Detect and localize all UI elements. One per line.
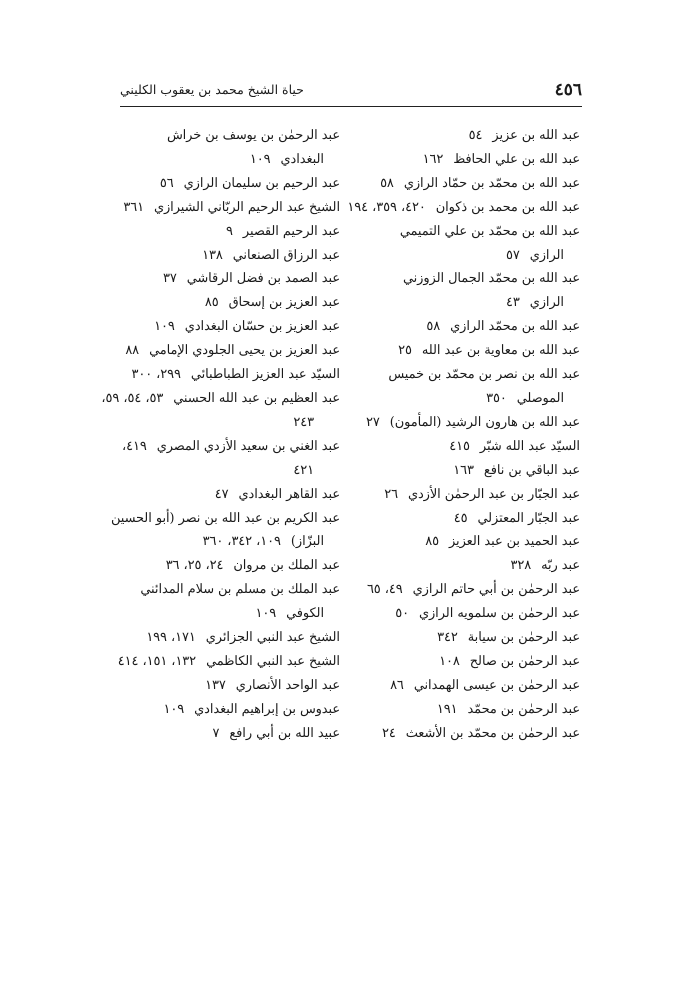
entry-pages: ٤٢٠، ٣٥٩، ١٩٤ — [347, 199, 426, 215]
entry-pages: ١٣٧ — [205, 677, 226, 693]
entry-pages: ٤٥ — [453, 510, 468, 526]
entry-pages: ٥٨ — [426, 319, 441, 335]
index-entry — [352, 483, 580, 507]
index-entry — [112, 148, 340, 172]
entry-pages: ٢٩٩، ٣٠٠ — [131, 367, 181, 383]
entry-pages: ١٣٢، ١٥١، ٤١٤ — [117, 653, 197, 669]
index-entry — [112, 722, 340, 746]
entry-pages: ٢٤ — [381, 725, 396, 741]
index-entry — [112, 698, 340, 722]
index-entry — [352, 148, 580, 172]
index-entry — [112, 339, 340, 363]
entry-pages: ١٠٩ — [163, 701, 185, 717]
entry-name: السيّد عبد الله شبّر — [479, 438, 580, 454]
entry-name: الكوفي — [286, 606, 324, 622]
entry-pages: ١٦٢ — [422, 151, 444, 167]
entry-pages: ٣٥٠ — [486, 390, 507, 406]
entry-pages: ٣٦١ — [123, 199, 144, 215]
entry-name: عبد الله بن معاوية بن عبد الله — [421, 343, 580, 359]
entry-pages: ١٠٩، ٣٤٢، ٣٦٠ — [202, 534, 281, 550]
index-entry — [112, 554, 340, 578]
entry-name: عبد الرحيم بن سليمان الرازي — [183, 175, 340, 191]
entry-pages: ٨٥ — [425, 534, 439, 550]
index-entry — [112, 459, 340, 483]
index-entry — [112, 267, 340, 291]
entry-name: عبد العزيز بن حسّان البغدادي — [184, 319, 340, 335]
index-entry — [112, 507, 340, 531]
entry-pages: ٤٢١ — [293, 462, 314, 478]
entry-name: الشيخ عبد النبي الكاظمي — [206, 653, 340, 669]
entry-name: البزّاز) — [290, 534, 324, 550]
index-entry — [112, 124, 340, 148]
index-entry — [352, 220, 580, 244]
entry-pages: ٥٨ — [380, 175, 394, 191]
entry-pages: ١٠٩ — [255, 606, 277, 622]
entry-name: عبد الصمد بن فضل الرقاشي — [186, 271, 340, 287]
entry-pages: ٥٠ — [395, 606, 409, 622]
entry-name: الرازي — [529, 295, 564, 311]
entry-name: عبد القاهر البغدادي — [238, 486, 340, 502]
index-entry — [352, 530, 580, 554]
entry-name: عبد الرحمٰن بن سلمويه الرازي — [418, 606, 580, 622]
entry-name: عبد الجبّار المعتزلي — [477, 510, 580, 526]
index-entry — [112, 674, 340, 698]
entry-pages: ٨٥ — [204, 295, 219, 311]
index-entry — [112, 220, 340, 244]
entry-pages: ٤٣ — [505, 295, 520, 311]
index-entry — [112, 196, 340, 220]
entry-name: عبد الرحيم القصير — [242, 223, 340, 239]
entry-name: عبد الرحمٰن بن أبي حاتم الرازي — [412, 582, 580, 598]
entry-pages: ١٠٩ — [154, 319, 175, 335]
entry-name: عبد الجبّار بن عبد الرحمٰن الأزدي — [407, 486, 580, 502]
entry-name: عبد الرحمٰن بن محمّد بن الأشعث — [405, 725, 580, 741]
entry-name: عبد الكريم بن عبد الله بن نصر (أبو الحسين — [111, 510, 340, 526]
index-entry — [112, 602, 340, 626]
entry-pages: ٢٧ — [366, 414, 380, 430]
index-entry — [352, 411, 580, 435]
index-column-left — [101, 124, 340, 746]
entry-name: الرازي — [529, 247, 564, 263]
index-entry — [352, 578, 580, 602]
entry-name: عبد الغني بن سعيد الأزدي المصري — [156, 438, 340, 454]
header-rule — [120, 106, 582, 107]
entry-pages: ٢٦ — [384, 486, 398, 502]
entry-name: عبد العزيز بن يحيى الجلودي الإمامي — [149, 343, 340, 359]
entry-name: الشيخ عبد النبي الجزائري — [205, 630, 340, 646]
index-entry — [352, 291, 580, 315]
entry-name: عبد الملك بن مسلم بن سلام المدائني — [140, 582, 340, 598]
entry-pages: ٣٧ — [162, 271, 177, 287]
index-entry — [352, 339, 580, 363]
index-entry — [352, 722, 580, 746]
entry-name: عبد الله بن محمد بن ذكوان — [435, 199, 580, 215]
entry-name: عبد الرحمٰن بن سيابة — [467, 630, 580, 646]
entry-pages: ١٩١ — [436, 701, 458, 717]
index-entry — [352, 626, 580, 650]
index-entry — [112, 483, 340, 507]
index-entry — [352, 698, 580, 722]
entry-pages: ٥٦ — [159, 175, 174, 191]
index-entry — [352, 602, 580, 626]
entry-name: الموصلي — [516, 390, 564, 406]
index-entry — [112, 363, 340, 387]
index-entry — [352, 507, 580, 531]
entry-name: عبد الرحمٰن بن يوسف بن خراش — [166, 128, 340, 143]
index-entry — [112, 244, 340, 268]
entry-pages: ١٧١، ١٩٩ — [146, 630, 196, 646]
index-entry — [112, 626, 340, 650]
index-entry — [112, 530, 340, 554]
index-entry — [347, 196, 580, 220]
entry-name: عبد ربّه — [541, 558, 580, 574]
entry-pages: ١٦٣ — [453, 462, 474, 478]
index-entry — [112, 435, 340, 459]
entry-pages: ٤٩، ٦٥ — [366, 582, 403, 598]
index-entry — [112, 172, 340, 196]
entry-name: عبدوس بن إبراهيم البغدادي — [194, 701, 340, 717]
entry-name: عبد الرحمٰن بن صالح — [469, 653, 580, 669]
index-entry — [352, 267, 580, 291]
page-number: ٤٥٦ — [554, 80, 582, 100]
entry-name: عبد العظيم بن عبد الله الحسني — [173, 390, 340, 406]
entry-pages: ٥٧ — [505, 247, 520, 263]
index-entry — [352, 244, 580, 268]
entry-pages: ٢٤٣ — [293, 414, 314, 430]
entry-pages: ٣٢٨ — [510, 558, 532, 574]
index-entry — [112, 315, 340, 339]
index-entry — [352, 435, 580, 459]
page-header — [120, 78, 582, 104]
entry-pages: ٥٤ — [468, 128, 483, 143]
index-entry — [112, 650, 340, 674]
entry-name: عبد الله بن محمّد الرازي — [450, 319, 580, 335]
entry-name: عبد الملك بن مروان — [233, 558, 340, 574]
entry-pages: ٨٨ — [125, 343, 140, 359]
running-title: حياة الشيخ محمد بن يعقوب الكليني — [120, 82, 304, 97]
entry-pages: ٤٧ — [214, 486, 229, 502]
index-entry — [352, 387, 580, 411]
index-entry — [112, 578, 340, 602]
index-entry — [352, 363, 580, 387]
entry-pages: ٢٥ — [398, 343, 412, 359]
entry-pages: ٢٤، ٢٥، ٣٦ — [165, 558, 224, 574]
index-entry — [352, 315, 580, 339]
entry-name: عبد الله بن هارون الرشيد (المأمون) — [389, 414, 580, 430]
index-entry — [352, 124, 580, 148]
index-entry — [352, 674, 580, 698]
entry-pages: ٤١٥ — [449, 438, 470, 454]
entry-pages: ٩ — [226, 223, 233, 239]
entry-name: عبد الباقي بن نافع — [483, 462, 580, 478]
entry-pages: ٥٣، ٥٤، ٥٩، — [101, 390, 164, 406]
entry-name: عبد الرحمٰن بن عيسى الهمداني — [413, 677, 580, 693]
index-entry — [101, 387, 340, 411]
entry-name: عبد الله بن محمّد الجمال الزوزني — [402, 271, 580, 287]
entry-pages: ١٠٨ — [439, 653, 460, 669]
entry-pages: ٨٦ — [390, 677, 404, 693]
entry-name: عبد الله بن محمّد بن حمّاد الرازي — [403, 175, 580, 191]
entry-name: عبيد الله بن أبي رافع — [229, 725, 340, 741]
index-entry — [352, 554, 580, 578]
entry-name: البغدادي — [280, 151, 324, 167]
entry-name: عبد الله بن عزيز — [492, 128, 580, 143]
index-column-right — [347, 124, 580, 746]
index-entry — [352, 172, 580, 196]
entry-pages: ١٣٨ — [202, 247, 223, 263]
entry-name: عبد الحميد بن عبد العزيز — [448, 534, 580, 550]
entry-pages: ٤١٩، — [121, 438, 147, 454]
entry-name: عبد العزيز بن إسحاق — [228, 295, 340, 311]
entry-name: عبد الله بن نصر بن محمّد بن خميس — [388, 367, 580, 383]
index-entry — [352, 650, 580, 674]
entry-name: السيّد عبد العزيز الطباطبائي — [190, 367, 340, 383]
entry-name: عبد الله بن علي الحافظ — [453, 151, 580, 167]
index-entry — [112, 411, 340, 435]
entry-name: عبد الرزاق الصنعاني — [232, 247, 340, 263]
entry-name: عبد الله بن محمّد بن علي التميمي — [399, 223, 580, 239]
entry-name: عبد الرحمٰن بن محمّد — [467, 701, 580, 717]
entry-pages: ٣٤٢ — [437, 630, 458, 646]
index-entry — [112, 291, 340, 315]
entry-name: عبد الواحد الأنصاري — [235, 677, 340, 693]
entry-pages: ٧ — [212, 725, 220, 741]
entry-pages: ١٠٩ — [249, 151, 271, 167]
entry-name: الشيخ عبد الرحيم الربّاني الشيرازي — [153, 199, 340, 215]
index-entry — [352, 459, 580, 483]
